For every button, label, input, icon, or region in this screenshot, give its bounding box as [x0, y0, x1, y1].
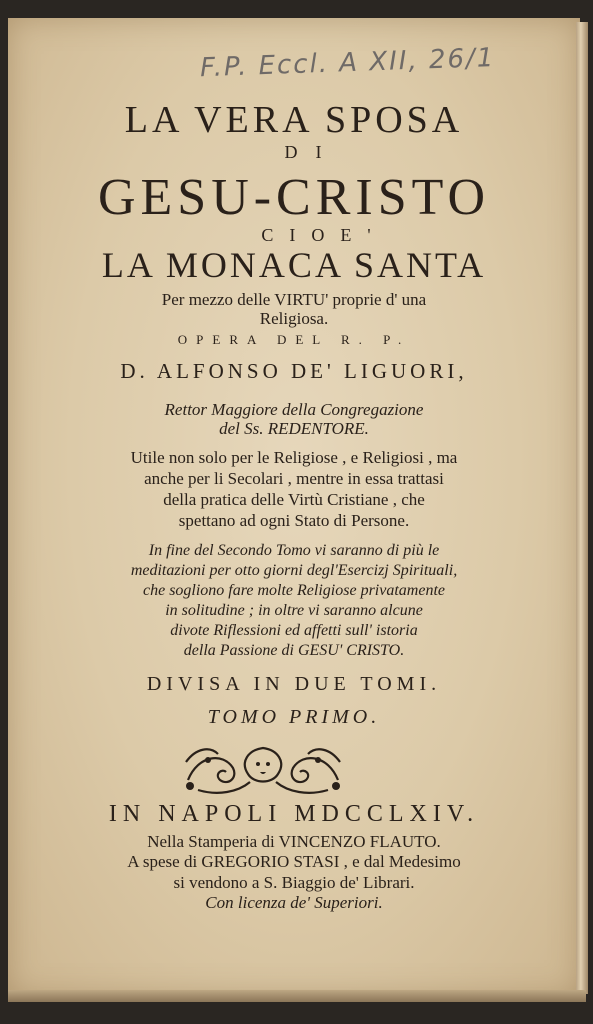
division-line: DIVISA IN DUE TOMI.	[146, 673, 442, 695]
title-line-1: LA VERA SPOSA	[124, 99, 464, 141]
title-page	[8, 18, 580, 996]
shelfmark-annotation: F.P. Eccl. A XII, 26/1	[199, 42, 496, 84]
in-fine-line-4: in solitudine ; in oltre vi saranno alcune	[165, 602, 423, 619]
imprint-license: Con licenza de' Superiori.	[205, 893, 383, 912]
utile-line-2: anche per li Secolari , mentre in essa trattasi	[144, 469, 444, 488]
utile-line-4: spettano ad ogni Stato di Persone.	[178, 511, 410, 530]
utile-line-3: della pratica delle Virtù Cristiane , che	[163, 490, 425, 509]
utile-line-1: Utile non solo per le Religiose , e Religiosi , ma	[130, 448, 458, 467]
subtitle-line-1: Per mezzo delle VIRTU' proprie d' una	[161, 290, 427, 309]
imprint-printer: Nella Stamperia di VINCENZO FLAUTO.	[147, 832, 441, 851]
imprint-publisher: A spese di GREGORIO STASI , e dal Medesimo	[127, 852, 461, 871]
title-line-2: DI	[284, 142, 340, 162]
author-role-1: Rettor Maggiore della Congregazione	[164, 400, 424, 419]
volume-line: TOMO PRIMO.	[207, 706, 381, 728]
title-line-5: LA MONACA SANTA	[101, 245, 487, 285]
imprint-place-date: IN NAPOLI MDCCLXIV.	[108, 801, 480, 827]
imprint-seller: si vendono a S. Biaggio de' Librari.	[173, 873, 415, 892]
author-role-2: del Ss. REDENTORE.	[219, 419, 369, 438]
opera-line: OPERA DEL R. P.	[177, 332, 411, 347]
page-edge-right	[576, 22, 588, 994]
page-edge-bottom	[8, 990, 586, 1002]
subtitle-line-2: Religiosa.	[259, 309, 329, 328]
in-fine-line-5: divote Riflessioni ed affetti sull' istoria	[170, 622, 418, 639]
in-fine-line-1: In fine del Secondo Tomo vi saranno di più le	[148, 542, 440, 559]
in-fine-line-2: meditazioni per otto giorni degl'Esercizj Spirituali,	[130, 562, 458, 579]
in-fine-line-3: che sogliono fare molte Religiose privatamente	[142, 582, 445, 599]
floral-vignette-icon	[178, 740, 348, 800]
author-name: D. ALFONSO DE' LIGUORI,	[120, 359, 468, 383]
in-fine-line-6: della Passione di GESU' CRISTO.	[183, 642, 405, 659]
title-line-3: GESU-CRISTO	[97, 169, 491, 226]
title-line-4: CIOE'	[261, 225, 387, 245]
